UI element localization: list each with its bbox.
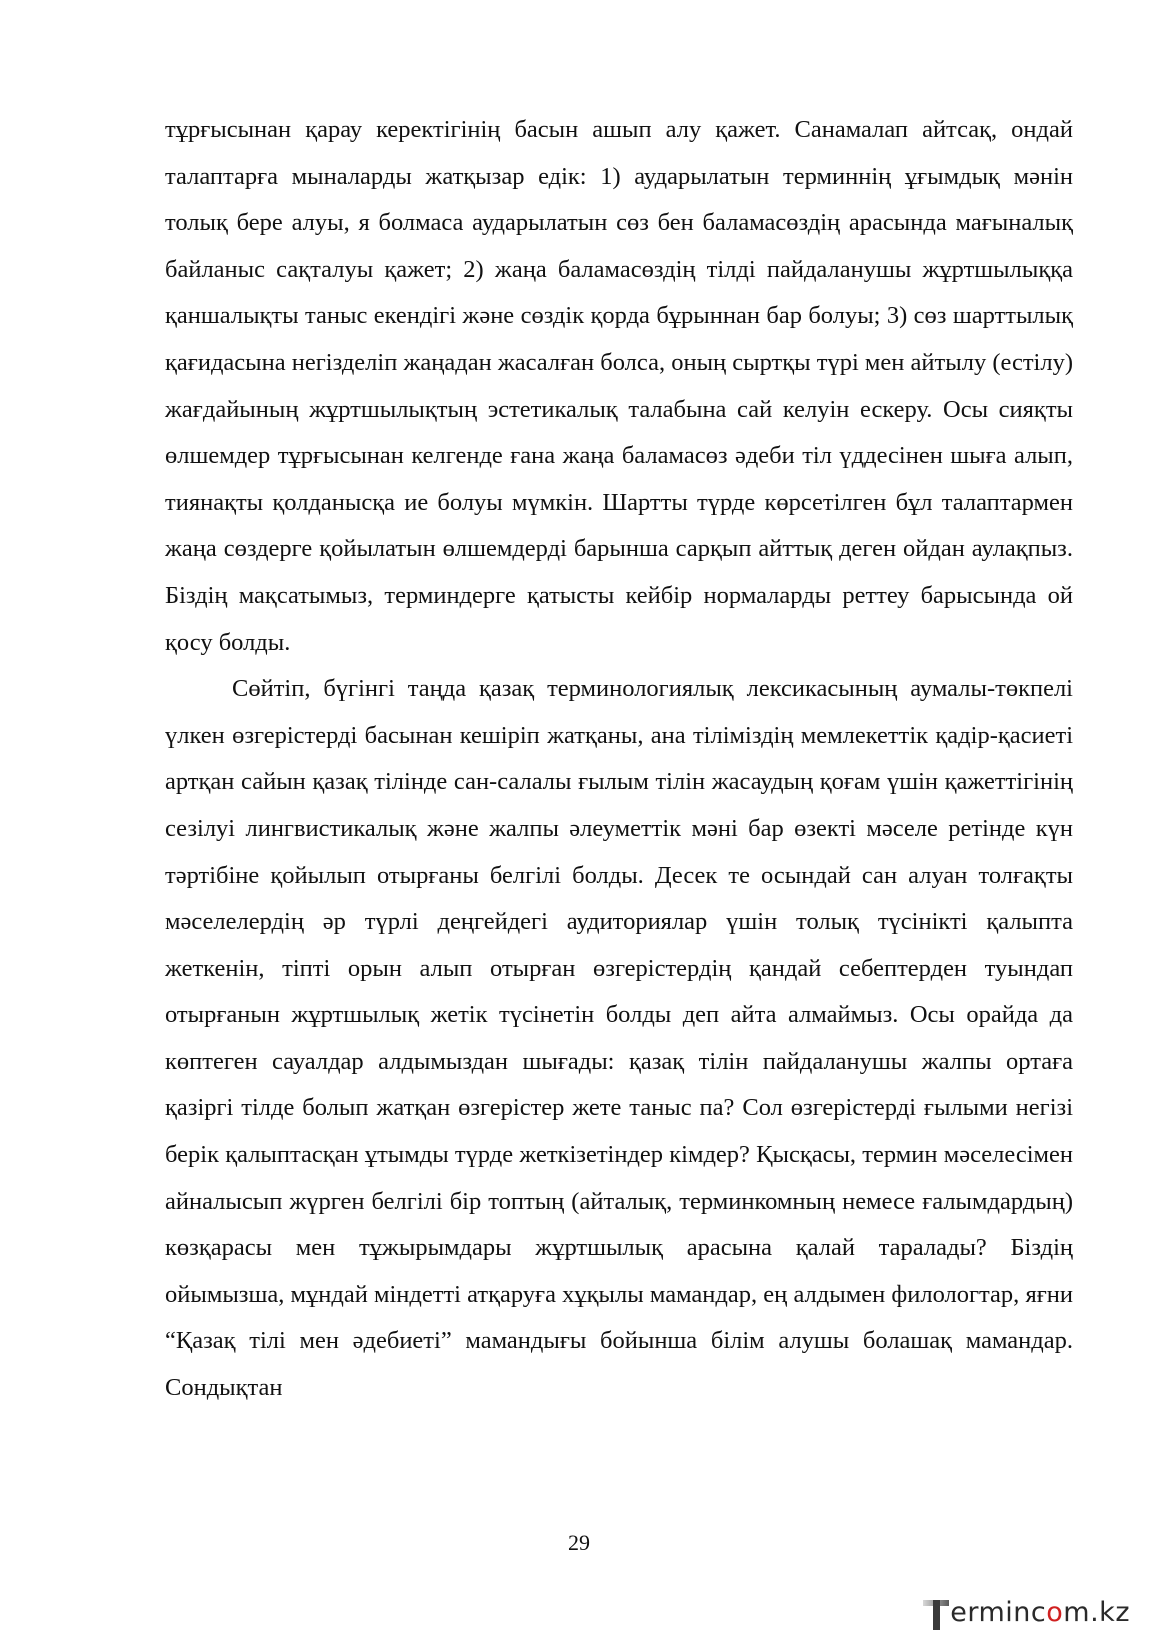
body-text bbox=[165, 107, 1073, 1412]
paragraph-main: Сөйтіп, бүгінгі таңда қазақ терминологиялық лексикасының аумалы-төкпелі үлкен өзгерістерді басынан кешіріп жатқаны, ана тіліміздің мемлекеттік қадір-қасиеті артқан сайын қазақ тілінде сан-салалы ғылым тілін жасаудың қоғам үшін қажеттігінің сезілуі лингвистикалық және жалпы әлеуметтік мәні бар өзекті мәселе ретінде күн тәртібіне қойылып отырғаны белгілі болды. Десек те осындай сан алуан толғақты мәселелердің әр түрлі деңгейдегі аудиториялар үшін толық түсінікті қалыпта жеткенін, тіпті орын алып отырған өзгерістердің қандай себептерден туындап отырғанын жұртшылық жетік түсінетін болды деп айта алмаймыз. Осы орайда да көптеген сауалдар алдымыздан шығады: қазақ тілін пайдаланушы жалпы ортаға қазіргі тілде болып жатқан өзгерістер жете таныс па? Сол өзгерістерді ғылыми негізі берік қалыптасқан ұтымды түрде жеткізетіндер кімдер? Қысқасы, термин мәселесімен айналысып жүрген белгілі бір топтың (айталық, терминкомның немесе ғалымдардың) көзқарасы мен тұжырымдары жұртшылық арасына қалай таралады? Біздің ойымызша, мұндай міндетті атқаруға хұқылы мамандар, ең алдымен филологтар, яғни “Қазақ тілі мен әдебиеті” мамандығы бойынша білім алушы болашақ мамандар. Сондықтан bbox=[165, 675, 1073, 1402]
termincom-watermark-logo bbox=[923, 1590, 1130, 1630]
watermark-t-glyph-icon bbox=[923, 1596, 949, 1630]
page-number: 29 bbox=[568, 1530, 590, 1555]
paragraph-continuation: тұрғысынан қарау керектігінің басын ашып алу қажет. Санамалап айтсақ, ондай талаптарға мыналарды жатқызар едік: 1) аударылатын терминнің ұғымдық мәнін толық бере алуы, я болмаса аударылатын сөз бен баламасөздің арасында мағыналық байланыс сақталуы қажет; 2) жаңа баламасөздің тілді пайдаланушы жұртшылыққа қаншалықты таныс екендігі және сөздік қорда бұрыннан бар болуы; 3) сөз шарттылық қағидасына негізделіп жаңадан жасалған болса, оның сыртқы түрі мен айтылу (естілу) жағдайының жұртшылықтың эстетикалық талабына сай келуін ескеру. Осы сияқты өлшемдер тұрғысынан келгенде ғана жаңа баламасөз әдеби тіл үддесінен шыға алып, тиянақты қолданысқа ие болуы мүмкін. Шартты түрде көрсетілген бұл талаптармен жаңа сөздерге қойылатын өлшемдерді барынша сарқып айттық деген ойдан аулақпыз. Біздің мақсатымыз, терминдерге қатысты кейбір нормаларды реттеу барысында ой қосу болды. bbox=[165, 116, 1073, 656]
watermark-text: ermincom.kz bbox=[950, 1597, 1130, 1628]
